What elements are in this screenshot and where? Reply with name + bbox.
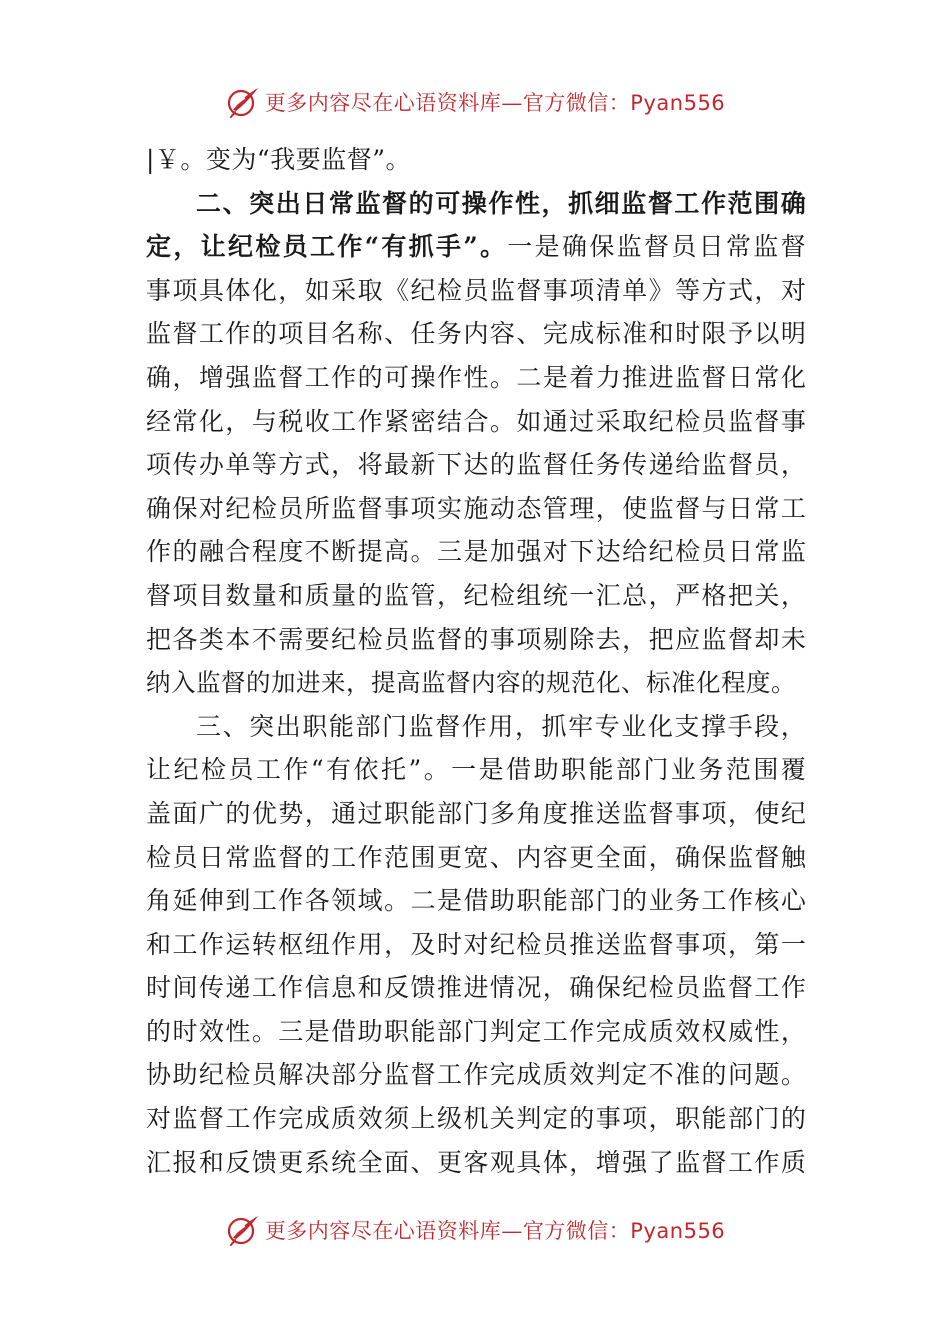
section-heading-2-line-1: 二 、 突 出 日 常 监 督 的 可 操 作 性 ， 抓 细 监 督 工 作 范 围 确 xyxy=(196,188,806,218)
text-line-11: 督 项 目 数 量 和 质 量 的 监 管 ， 纪 检 组 统 一 汇 总 ， 严 格 把 关 ， xyxy=(146,580,806,610)
text-line-1 xyxy=(146,138,806,182)
text-line-21: 的 时 效 性 。 三 是 借 助 职 能 部 门 判 定 工 作 完 成 质 效 权 威 性 ， xyxy=(146,1016,806,1046)
banner-dash: — xyxy=(501,91,523,115)
header-banner-text xyxy=(265,87,725,117)
header-banner xyxy=(0,82,950,122)
text-line-10: 作 的 融 合 程 度 不 断 提 高 。 三 是 加 强 对 下 达 给 纪 检 员 日 常 监 xyxy=(146,537,806,567)
text-line-20: 时 间 传 递 工 作 信 息 和 反 馈 推 进 情 况 ， 确 保 纪 检 员 监 督 工 作 xyxy=(146,973,806,1003)
text-line-18: 角 延 伸 到 工 作 各 领 域 。 二 是 借 助 职 能 部 门 的 业 务 工 作 核 心 xyxy=(146,886,806,916)
banner-main-text: 更多内容尽在心语资料库 xyxy=(264,1219,502,1243)
section-heading-3-line-1: 三 、 突 出 职 能 部 门 监 督 作 用 ， 抓 牢 专 业 化 支 撑 手 段 ， xyxy=(196,711,806,741)
text-line-24: 汇 报 和 反 馈 更 系 统 全 面 、 更 客 观 具 体 ， 增 强 了 监 督 工 作 质 xyxy=(146,1147,806,1177)
banner-wechat-text: 官方微信：Pyan556 xyxy=(522,1219,726,1243)
header-banner-content xyxy=(225,84,725,120)
footer-banner-content xyxy=(225,1212,725,1248)
text-line-1-content: |￥。变为“我要监督”。 xyxy=(146,145,411,174)
quill-logo-icon xyxy=(225,84,261,120)
text-line-12: 把 各 类 本 不 需 要 纪 检 员 监 督 的 事 项 剔 除 去 ， 把 应 监 督 却 未 xyxy=(146,624,806,654)
text-line-22: 协 助 纪 检 员 解 决 部 分 监 督 工 作 完 成 质 效 判 定 不 准 的 问 题 。 xyxy=(146,1060,806,1090)
text-line-9: 确 保 对 纪 检 员 所 监 督 事 项 实 施 动 态 管 理 ， 使 监 督 与 日 常 工 xyxy=(146,493,806,523)
text-line-17: 检 员 日 常 监 督 的 工 作 范 围 更 宽 、 内 容 更 全 面 ， 确 保 监 督 触 xyxy=(146,842,806,872)
document-body xyxy=(146,138,806,1184)
footer-banner-text xyxy=(265,1215,725,1245)
banner-dash: — xyxy=(501,1219,523,1243)
text-line-7: 经 常 化 ， 与 税 收 工 作 紧 密 结 合 。 如 通 过 采 取 纪 检 员 监 督 事 xyxy=(146,406,806,436)
text-line-19: 和 工 作 运 转 枢 纽 作 用 ， 及 时 对 纪 检 员 推 送 监 督 事 项 ， 第 一 xyxy=(146,929,806,959)
text-line-13-content: 纳入监督的加进来，提高监督内容的规范化、标准化程度。 xyxy=(146,668,796,698)
banner-wechat-text: 官方微信：Pyan556 xyxy=(522,91,726,115)
text-line-3: 定 ， 让 纪 检 员 工 作 “ 有 抓 手 ” 。 一 是 确 保 监 督 员 日 常 监 督 xyxy=(146,232,806,262)
text-line-4: 事 项 具 体 化 ， 如 采 取 《 纪 检 员 监 督 事 项 清 单 》 等 方 式 ， 对 xyxy=(146,275,806,305)
text-line-5: 监 督 工 作 的 项 目 名 称 、 任 务 内 容 、 完 成 标 准 和 时 限 予 以 明 xyxy=(146,319,806,349)
text-line-8: 项 传 办 单 等 方 式 ， 将 最 新 下 达 的 监 督 任 务 传 递 给 监 督 员 ， xyxy=(146,450,806,480)
text-line-23: 对 监 督 工 作 完 成 质 效 须 上 级 机 关 判 定 的 事 项 ， 职 能 部 门 的 xyxy=(146,1104,806,1134)
text-line-13 xyxy=(146,661,806,705)
footer-banner xyxy=(0,1210,950,1250)
text-line-15: 让 纪 检 员 工 作 “ 有 依 托 ” 。 一 是 借 助 职 能 部 门 业 务 范 围 覆 xyxy=(146,755,806,785)
banner-main-text: 更多内容尽在心语资料库 xyxy=(264,91,502,115)
quill-logo-icon xyxy=(225,1212,261,1248)
text-line-6: 确 ， 增 强 监 督 工 作 的 可 操 作 性 。 二 是 着 力 推 进 监 督 日 常 化 xyxy=(146,362,806,392)
text-line-16: 盖 面 广 的 优 势 ， 通 过 职 能 部 门 多 角 度 推 送 监 督 事 项 ， 使 纪 xyxy=(146,798,806,828)
